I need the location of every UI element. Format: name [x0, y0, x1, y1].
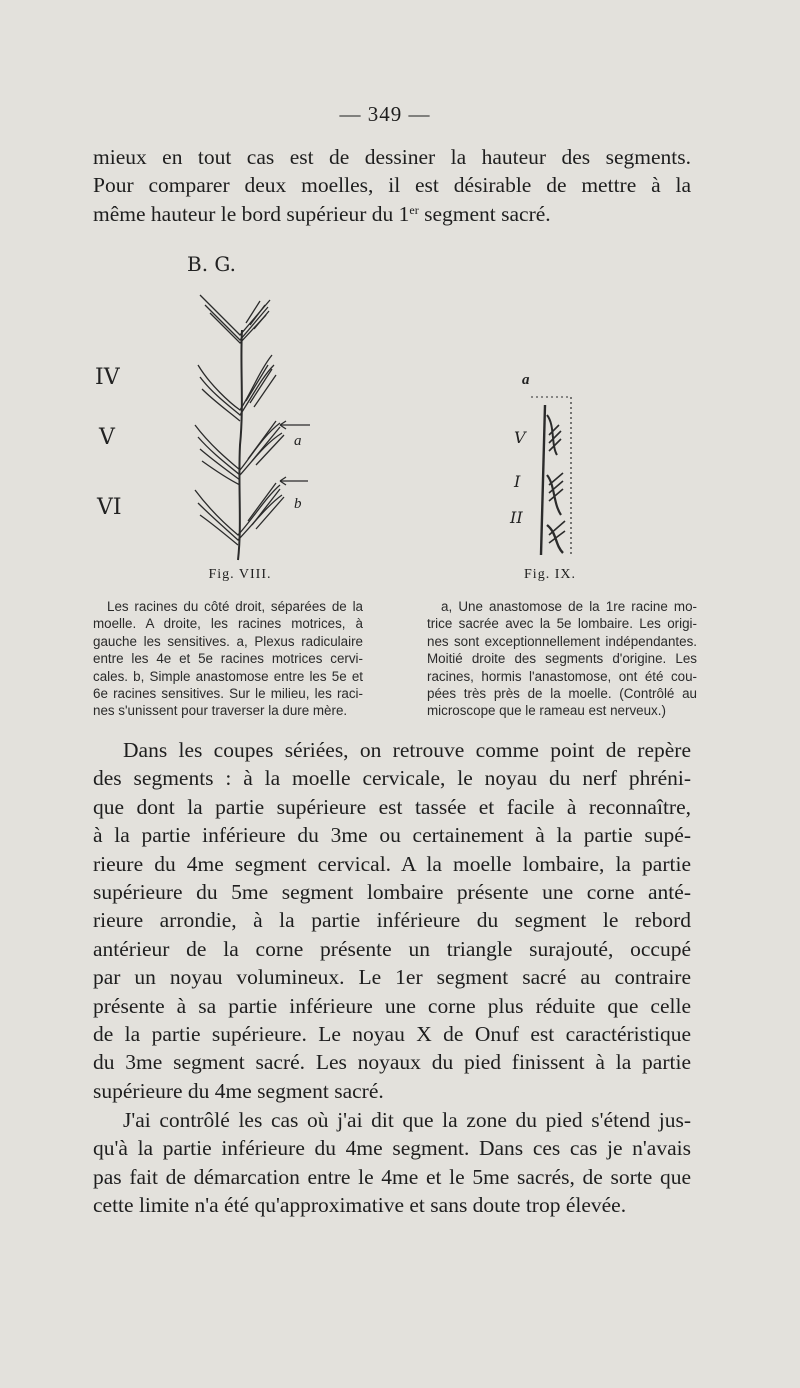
- fig8-header-labels: B. G.: [187, 252, 237, 276]
- caption-line: microscope que le rameau est nerveux.): [427, 703, 666, 719]
- text-line: supérieure du 5me segment lombaire présente une corne anté-: [93, 880, 691, 905]
- text-line: même hauteur le bord supérieur du 1er segment sacré.: [93, 201, 551, 226]
- caption-line: pées très près de la moelle. (Contrôlé au: [427, 686, 697, 702]
- fig8-caption: [93, 598, 363, 720]
- fig8-nerve-roots-drawing: [180, 285, 320, 565]
- text-line: pas fait de démarcation entre le 4me et le 5me sacrés, de sorte que: [93, 1164, 691, 1189]
- text-line: supérieure du 4me segment sacré.: [93, 1078, 384, 1103]
- caption-line: Moitié droite des segments d'origine. Les: [427, 651, 697, 667]
- fig8-marker-b: b: [294, 496, 302, 512]
- caption-line: nes sont exceptionnellement indépendantes.: [427, 633, 697, 649]
- caption-line: 6e racines sensitives. Sur le milieu, les raci-: [93, 686, 363, 702]
- text-line: J'ai contrôlé les cas où j'ai dit que la zone du pied s'étend jus-: [123, 1108, 691, 1132]
- fig9-level-i: I: [514, 472, 521, 491]
- text-line: Dans les coupes sériées, on retrouve comme point de repère: [123, 738, 691, 762]
- fig9-level-ii: II: [510, 508, 523, 527]
- text-line: par un noyau volumineux. Le 1er segment sacré au contraire: [93, 965, 691, 990]
- text-line: de la partie supérieure. Le noyau X de Onuf est caractéristique: [93, 1022, 691, 1047]
- text-line: du 3me segment sacré. Les noyaux du pied finissent à la partie: [93, 1050, 691, 1075]
- caption-line: gauche les sensitives. a, Plexus radiculaire: [93, 633, 363, 649]
- fig9-marker-a: a: [522, 372, 530, 388]
- caption-line: racines, hormis l'anastomose, ont été cou-: [427, 668, 697, 684]
- caption-line: trice sacrée avec la 5e lombaire. Les origi-: [427, 616, 697, 632]
- text-line: des segments : à la moelle cervicale, le noyau du nerf phréni-: [93, 766, 691, 791]
- text-line: mieux en tout cas est de dessiner la hauteur des segments.: [93, 145, 691, 169]
- fig9-caption: [427, 598, 697, 720]
- fig8-marker-a: a: [294, 433, 302, 449]
- caption-line: moelle. A droite, les racines motrices, à: [93, 616, 363, 632]
- text-line: cette limite n'a été qu'approximative et sans doute trop élevée.: [93, 1193, 627, 1218]
- paragraph-intro: [93, 143, 691, 228]
- text-line: rieure du 4me segment cervical. A la moelle lombaire, la partie: [93, 851, 691, 876]
- text-line: antérieur de la corne présente un triangle surajouté, occupé: [93, 936, 691, 961]
- paragraph-landmarks: [93, 736, 691, 1105]
- caption-line: cales. b, Simple anastomose entre les 5e et: [93, 668, 363, 684]
- page-number: — 349 —: [339, 102, 431, 126]
- caption-line: Les racines du côté droit, séparées de la: [107, 599, 363, 614]
- text-line: que dont la partie supérieure est tassée et facile à reconnaître,: [93, 794, 691, 819]
- fig9-title: Fig. IX.: [524, 567, 576, 582]
- fig8-title: Fig. VIII.: [208, 567, 272, 582]
- fig8-level-iv: IV: [95, 365, 120, 390]
- text-line: rieure arrondie, à la partie inférieure du segment le rebord: [93, 908, 691, 933]
- caption-line: a, Une anastomose de la 1re racine mo-: [441, 599, 697, 614]
- text-line: présente à sa partie inférieure une corne plus réduite que celle: [93, 993, 691, 1018]
- paragraph-control: [93, 1106, 691, 1220]
- fig9-nerve-roots-drawing: [525, 385, 585, 565]
- text-line: qu'à la partie inférieure du 4me segment. Dans ces cas je n'avais: [93, 1136, 691, 1161]
- text-line: Pour comparer deux moelles, il est désirable de mettre à la: [93, 173, 691, 198]
- text-line: à la partie inférieure du 3me ou certainement à la partie supé-: [93, 823, 691, 848]
- fig9-level-v: V: [514, 428, 526, 447]
- caption-line: entre les 4e et 5e racines motrices cervi-: [93, 651, 363, 667]
- fig8-level-v: V: [99, 425, 115, 450]
- fig8-level-vi: VI: [97, 495, 122, 520]
- caption-line: nes s'unissent pour traverser la dure mère.: [93, 703, 348, 719]
